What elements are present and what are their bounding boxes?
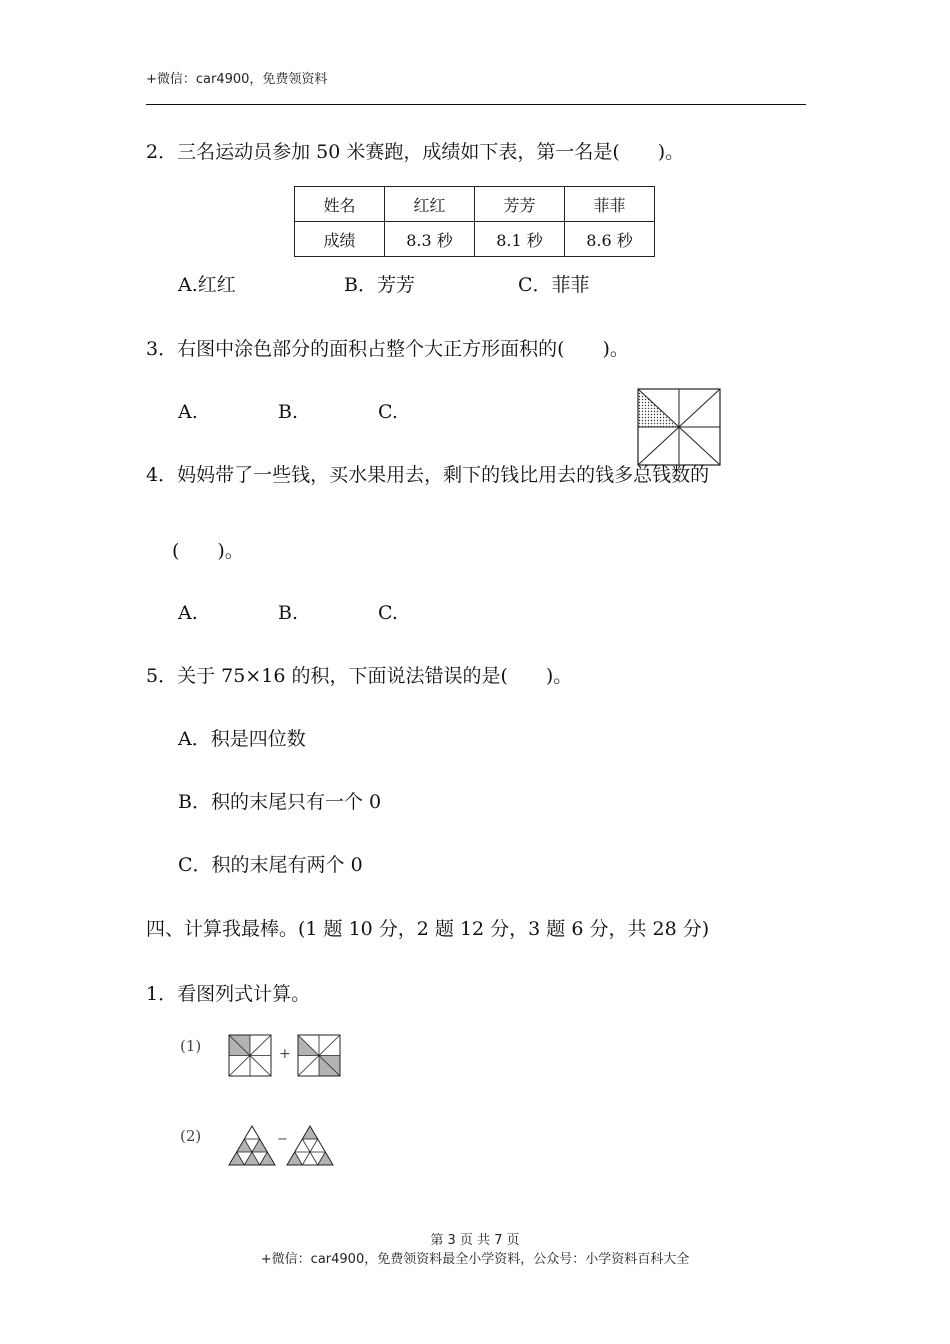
table-cell: 成绩 <box>295 222 385 257</box>
q2-option-a: A.红红 <box>178 274 236 296</box>
header-text: +微信：car4900，免费领资料 <box>146 72 328 87</box>
table-cell: 芳芳 <box>475 187 565 222</box>
section4-title: 四、计算我最棒。(1 题 10 分，2 题 12 分，3 题 6 分，共 28 分) <box>146 918 710 940</box>
q2-option-c: C．菲菲 <box>518 274 590 296</box>
table-row <box>295 222 655 257</box>
q5-option-a: A．积是四位数 <box>178 728 306 750</box>
q4-blank: ( )。 <box>172 540 244 562</box>
q3-option-c: C. <box>378 401 398 423</box>
q4-option-b: B. <box>278 602 299 624</box>
q4-stem: 4．妈妈带了一些钱，买水果用去，剩下的钱比用去的钱多总钱数的 <box>146 464 710 486</box>
sub2-triangle-left <box>229 1126 275 1165</box>
footer-note: +微信：car4900，免费领资料最全小学资料，公众号：小学资料百科大全 <box>260 1252 690 1267</box>
table-cell: 8.6 秒 <box>565 222 655 257</box>
q3-stem: 3．右图中涂色部分的面积占整个大正方形面积的( )。 <box>146 338 629 360</box>
sub2-label: (2) <box>180 1127 202 1145</box>
table-cell: 红红 <box>385 187 475 222</box>
sub2-triangle-right <box>287 1126 333 1165</box>
table-cell: 8.1 秒 <box>475 222 565 257</box>
sub1-label: (1) <box>180 1037 202 1055</box>
sub1-square-left <box>229 1035 271 1076</box>
table-row <box>295 187 655 222</box>
table-cell: 8.3 秒 <box>385 222 475 257</box>
q3-option-b: B. <box>278 401 299 423</box>
header-rule <box>146 104 806 105</box>
q2-score-table <box>294 186 655 257</box>
q5-stem: 5．关于 75×16 的积，下面说法错误的是( )。 <box>146 665 573 687</box>
table-cell: 姓名 <box>295 187 385 222</box>
q3-square-figure <box>638 389 720 465</box>
q4-option-c: C. <box>378 602 398 624</box>
sub1-square-right <box>298 1035 340 1076</box>
q3-option-a: A. <box>178 401 198 423</box>
sub1-operator: + <box>279 1046 291 1062</box>
q2-option-b: B．芳芳 <box>344 274 415 296</box>
q5-option-b: B．积的末尾只有一个 0 <box>178 791 382 813</box>
sub2-operator: − <box>277 1132 288 1147</box>
footer-page-number: 第 3 页 共 7 页 <box>430 1233 520 1248</box>
section4-q1: 1．看图列式计算。 <box>146 983 311 1005</box>
q5-option-c: C．积的末尾有两个 0 <box>178 854 363 876</box>
q4-option-a: A. <box>178 602 198 624</box>
q2-stem: 2．三名运动员参加 50 米赛跑，成绩如下表，第一名是( )。 <box>146 141 685 163</box>
table-cell: 菲菲 <box>565 187 655 222</box>
